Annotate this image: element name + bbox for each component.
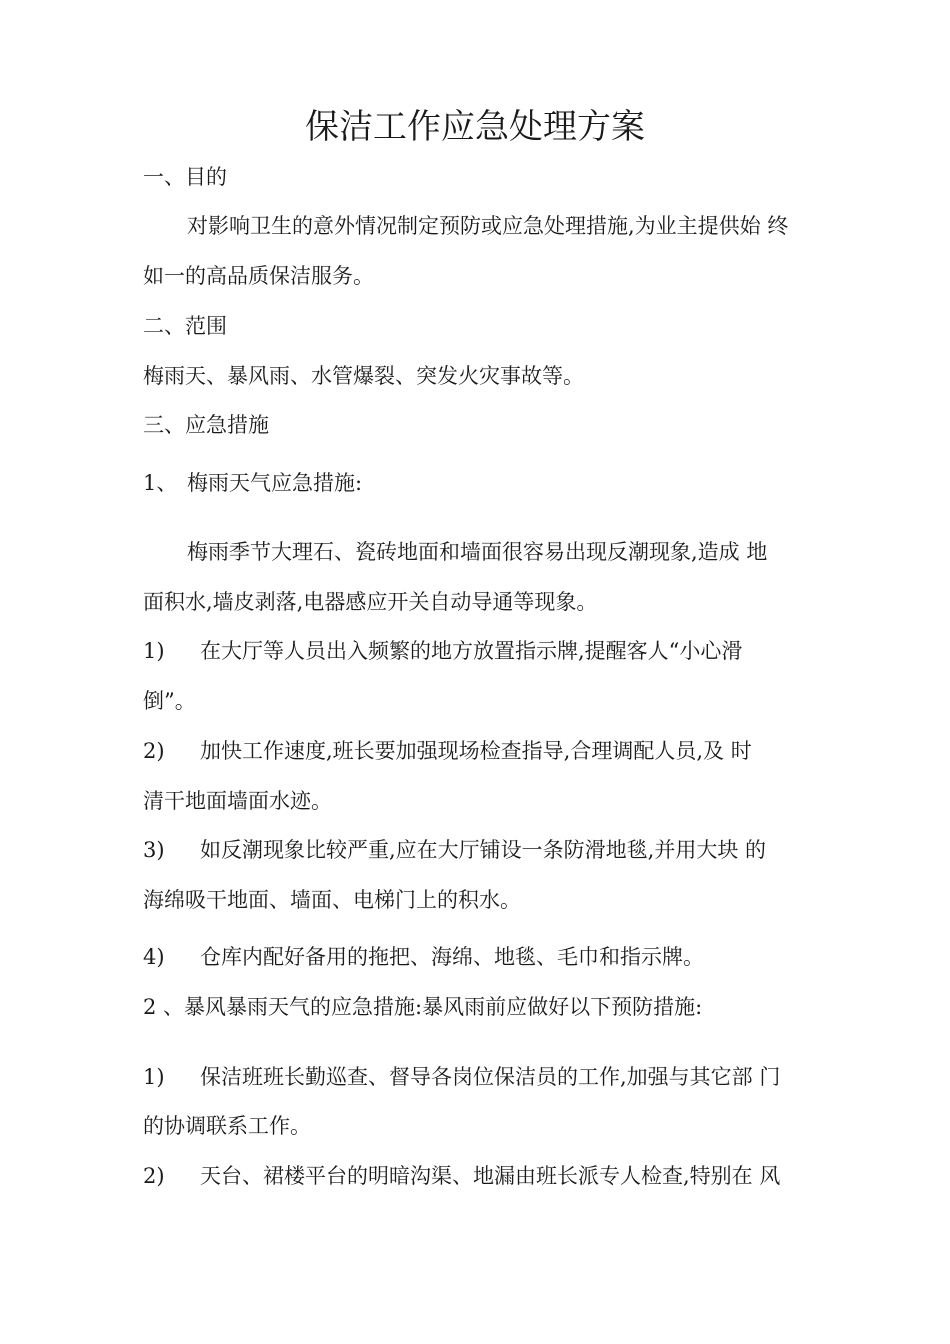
item-1-number: 1、 <box>143 471 178 495</box>
list-item-text-continued: 海绵吸干地面、墙面、电梯门上的积水。 <box>143 888 521 912</box>
purpose-paragraph-line-1: 对影响卫生的意外情况制定预防或应急处理措施,为业主提供始 终 <box>187 214 789 238</box>
list-item-number: 4) <box>143 945 165 969</box>
list-item-number: 1) <box>143 1065 165 1089</box>
list-item-text: 保洁班班长勤巡查、督导各岗位保洁员的工作,加强与其它部 门 <box>200 1065 781 1089</box>
list-item-text-continued: 清干地面墙面水迹。 <box>143 789 332 813</box>
item-1-title: 梅雨天气应急措施: <box>187 471 363 495</box>
rain-paragraph-line-2: 面积水,墙皮剥落,电器感应开关自动导通等现象。 <box>143 590 598 614</box>
list-item-text: 如反潮现象比较严重,应在大厅铺设一条防滑地毯,并用大块 的 <box>200 838 767 862</box>
list-item-text-continued: 的协调联系工作。 <box>143 1114 311 1138</box>
list-item-text: 天台、裙楼平台的明暗沟渠、地漏由班长派专人检查,特别在 风 <box>200 1164 781 1188</box>
list-item-text-continued: 倒”。 <box>143 689 196 713</box>
list-item-number: 2) <box>143 739 165 763</box>
section-heading-purpose: 一、目的 <box>143 165 227 189</box>
list-item-number: 2) <box>143 1164 165 1188</box>
list-item-text: 在大厅等人员出入频繁的地方放置指示牌,提醒客人“小心滑 <box>200 639 743 663</box>
section-heading-measures: 三、应急措施 <box>143 413 269 437</box>
list-item-text: 加快工作速度,班长要加强现场检查指导,合理调配人员,及 时 <box>200 739 752 763</box>
purpose-paragraph-line-2: 如一的高品质保洁服务。 <box>143 264 374 288</box>
list-item-text: 仓库内配好备用的拖把、海绵、地毯、毛巾和指示牌。 <box>200 945 704 969</box>
document-title: 保洁工作应急处理方案 <box>305 107 645 147</box>
list-item-number: 3) <box>143 838 165 862</box>
item-2-heading: 2 、暴风暴雨天气的应急措施:暴风雨前应做好以下预防措施: <box>143 995 703 1019</box>
scope-text: 梅雨天、暴风雨、水管爆裂、突发火灾事故等。 <box>143 364 584 388</box>
rain-paragraph-line-1: 梅雨季节大理石、瓷砖地面和墙面很容易出现反潮现象,造成 地 <box>187 540 768 564</box>
list-item-number: 1) <box>143 639 165 663</box>
section-heading-scope: 二、范围 <box>143 314 227 338</box>
